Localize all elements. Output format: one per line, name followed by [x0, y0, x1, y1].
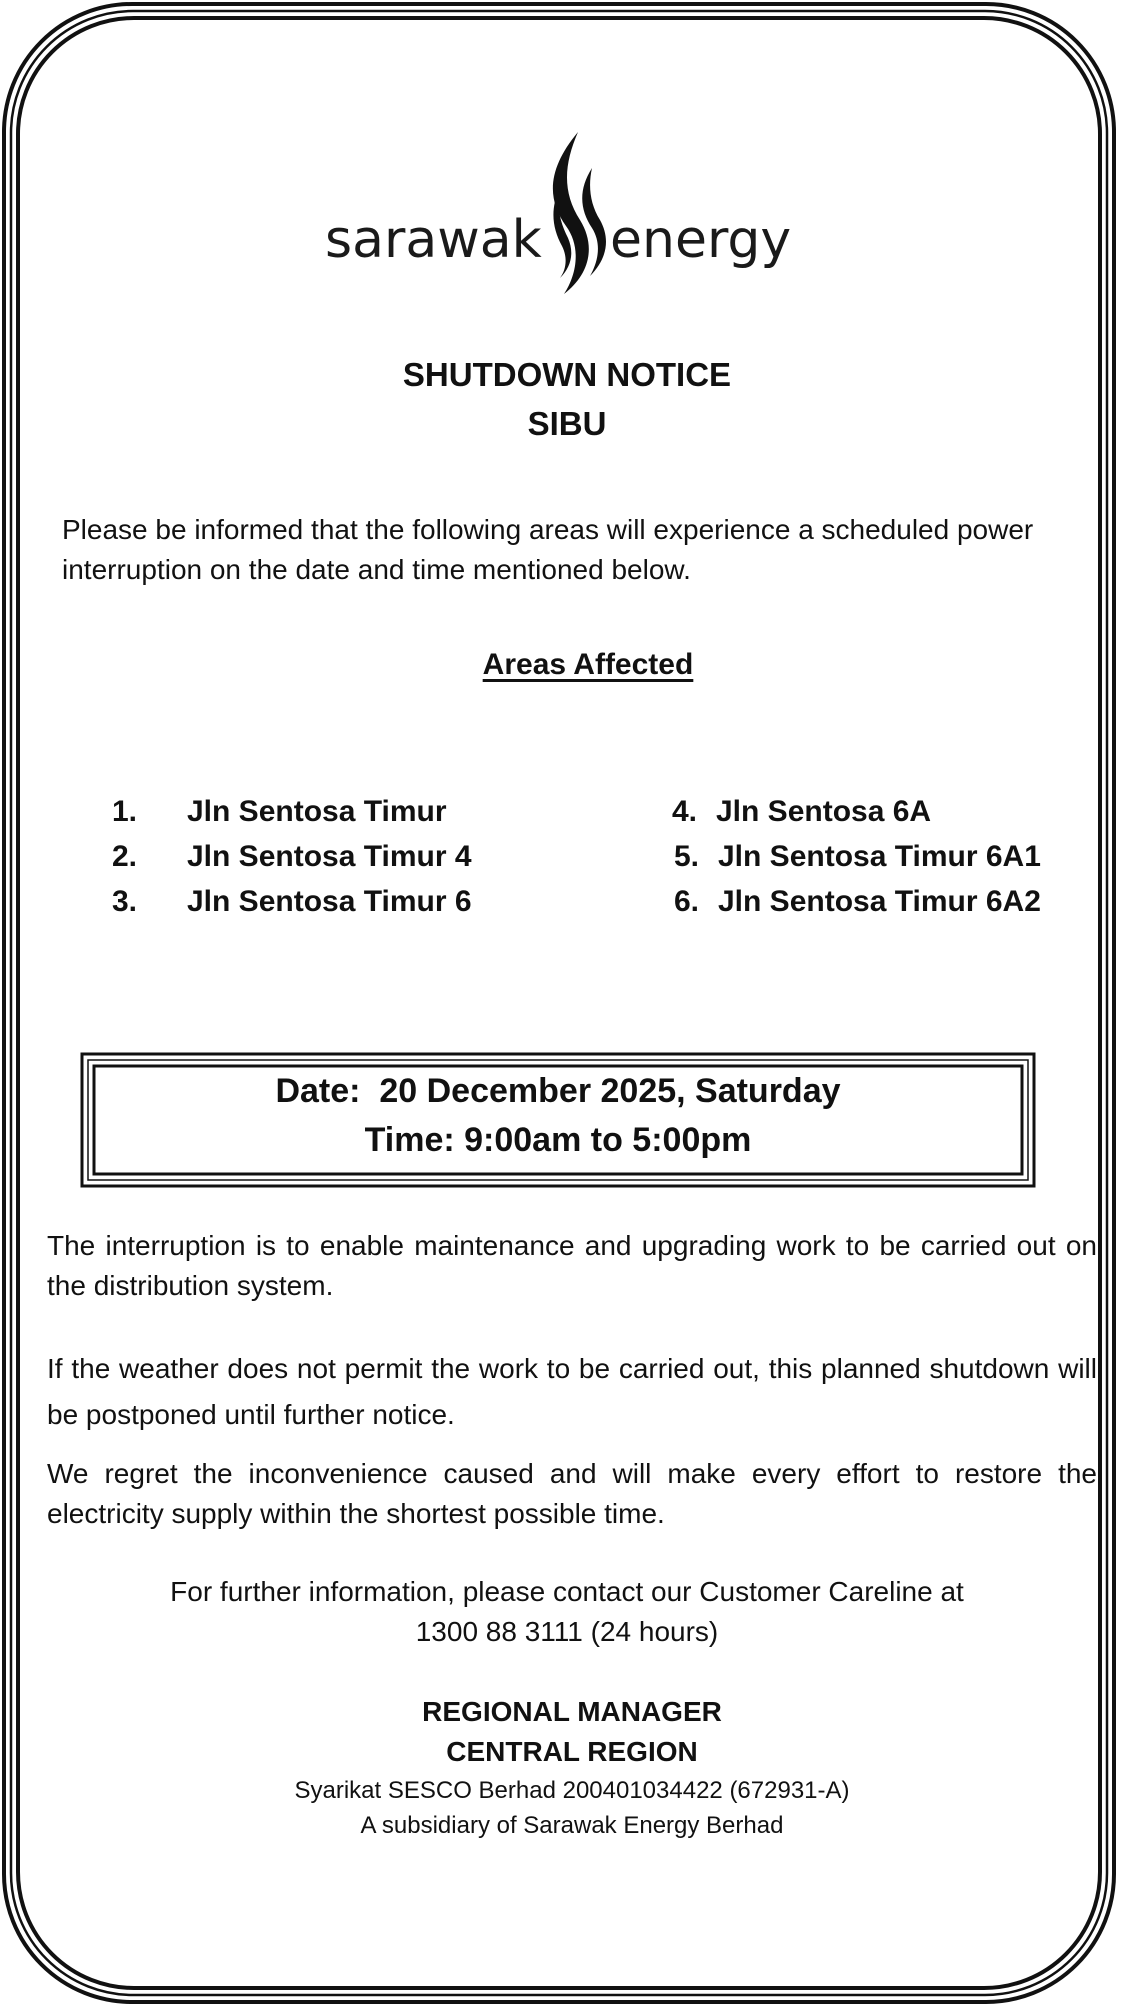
area-name: Jln Sentosa Timur 6A2: [718, 885, 1041, 918]
signatory-title: REGIONAL MANAGER: [422, 1696, 722, 1727]
signatory-region: CENTRAL REGION: [446, 1736, 698, 1767]
area-number: 2.: [112, 840, 138, 873]
area-name: Jln Sentosa Timur 4: [187, 840, 472, 873]
area-number: 6.: [674, 885, 700, 918]
contact-text: For further information, please contact our Customer Careline at: [170, 1576, 964, 1607]
notice-location: SIBU: [527, 405, 607, 442]
intro-line-1: Please be informed that the following areas will experience a scheduled power: [62, 514, 1034, 545]
parent-company: A subsidiary of Sarawak Energy Berhad: [360, 1812, 784, 1839]
area-number: 4.: [672, 795, 698, 828]
schedule-date: Date: 20 December 2025, Saturday: [275, 1072, 841, 1110]
area-name: Jln Sentosa Timur 6: [187, 885, 472, 918]
area-number: 1.: [112, 795, 138, 828]
intro-text: [62, 510, 1134, 590]
flame-icon: [538, 128, 608, 298]
intro-line-2: interruption on the date and time mentioned below.: [62, 554, 691, 585]
paragraph-apology: We regret the inconvenience caused and will make every effort to restore the electricity supply within the shortest possible time.: [47, 1458, 1097, 1529]
area-number: 5.: [674, 840, 700, 873]
logo-text-left: sarawak: [325, 210, 542, 270]
paragraph-weather: If the weather does not permit the work to be carried out, this planned shutdown will be postponed until further notice.: [47, 1353, 1097, 1430]
company-registration: Syarikat SESCO Berhad 200401034422 (672931-A): [294, 1777, 850, 1804]
area-number: 3.: [112, 885, 138, 918]
area-name: Jln Sentosa Timur 6A1: [718, 840, 1041, 873]
paragraph-purpose: The interruption is to enable maintenance and upgrading work to be carried out on the distribution system.: [47, 1230, 1097, 1301]
area-name: Jln Sentosa 6A: [716, 795, 932, 828]
logo-text-right: energy: [610, 210, 792, 270]
notice-title: SHUTDOWN NOTICE: [402, 356, 732, 393]
contact-phone: 1300 88 3111 (24 hours): [415, 1616, 719, 1647]
areas-heading: Areas Affected: [482, 648, 694, 681]
schedule-time: Time: 9:00am to 5:00pm: [364, 1121, 752, 1159]
sarawak-energy-logo: [320, 128, 820, 303]
area-name: Jln Sentosa Timur: [187, 795, 447, 828]
